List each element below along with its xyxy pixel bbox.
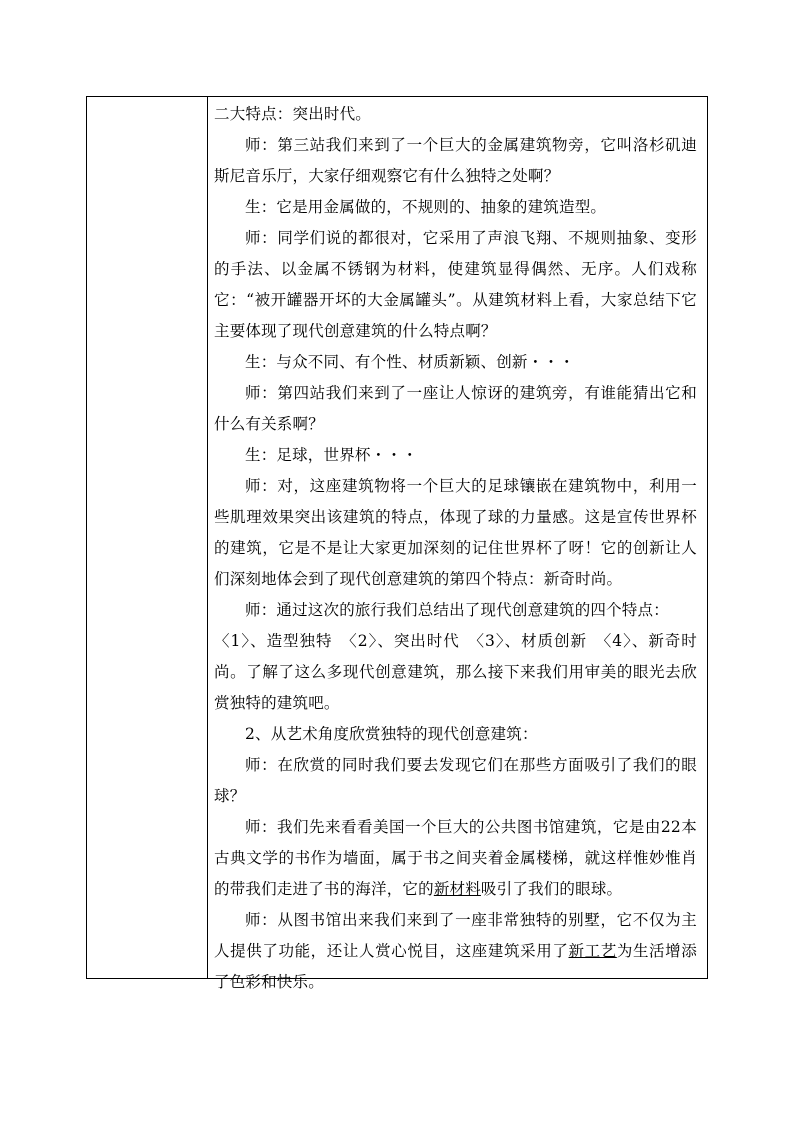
villa-underlined-term: 新工艺	[568, 942, 617, 960]
library-text-after: 吸引了我们的眼球。	[480, 880, 623, 898]
paragraph-10: 〈1〉、造型独特 〈2〉、突出时代 〈3〉、材质创新 〈4〉、新奇时尚。了解了这么多现代创意建筑，那么接下来我们用审美的眼光去欣赏独特的建筑吧。	[214, 632, 697, 712]
paragraph-8: 师：对，这座建筑物将一个巨大的足球镶嵌在建筑物中，利用一些肌理效果突出该建筑的特点，体现了球的力量感。这是宣传世界杯的建筑，它是不是让大家更加深刻的记住世界杯了呀！它的创新让人们深刻地体会到了现代创意建筑的第四个特点：新奇时尚。	[214, 477, 697, 588]
library-underlined-term: 新材料	[433, 880, 481, 898]
paragraph-2: 师：第三站我们来到了一个巨大的金属建筑物旁，它叫洛杉矶迪斯尼音乐厅，大家仔细观察它有什么独特之处啊？	[214, 136, 697, 185]
left-column-cell	[87, 97, 208, 978]
villa-text-after: 为生活增添了色彩和快乐。	[214, 942, 697, 991]
paragraph-5: 生：与众不同、有个性、材质新颖、创新・・・	[245, 353, 575, 371]
paragraph-11: 2、从艺术角度欣赏独特的现代创意建筑：	[245, 725, 538, 743]
paragraph-3: 生：它是用金属做的，不规则的、抽象的建筑造型。	[245, 198, 607, 216]
library-text-before: 师：我们先来看看美国一个巨大的公共图书馆建筑，它是由22本古典文学的书作为墙面，属于书之间夹着金属楼梯，就这样惟妙惟肖的带我们走进了书的海洋，它的	[214, 818, 697, 898]
villa-text-before: 师：从图书馆出来我们来到了一座非常独特的别墅，它不仅为主人提供了功能，还让人赏心悦目，这座建筑采用了	[214, 911, 697, 960]
paragraph-6: 师：第四站我们来到了一座让人惊讶的建筑旁，有谁能猜出它和什么有关系啊？	[214, 384, 697, 433]
paragraph-library	[214, 812, 697, 905]
paragraph-9: 师：通过这次的旅行我们总结出了现代创意建筑的四个特点：	[245, 601, 669, 619]
paragraph-1: 二大特点：突出时代。	[214, 105, 372, 123]
lesson-table	[86, 96, 708, 991]
paragraph-12: 师：在欣赏的同时我们要去发现它们在那些方面吸引了我们的眼球？	[214, 756, 697, 805]
right-column-cell	[208, 97, 707, 991]
paragraph-7: 生：足球，世界杯・・・	[245, 446, 418, 464]
paragraph-4: 师：同学们说的都很对，它采用了声浪飞翔、不规则抽象、变形的手法、以金属不锈钢为材料，使建筑显得偶然、无序。人们戏称它：“被开罐器开坏的大金属罐头”。从建筑材料上看，大家总结下它主要体现了现代创意建筑的什么特点啊？	[214, 229, 697, 340]
paragraph-villa	[214, 905, 697, 998]
